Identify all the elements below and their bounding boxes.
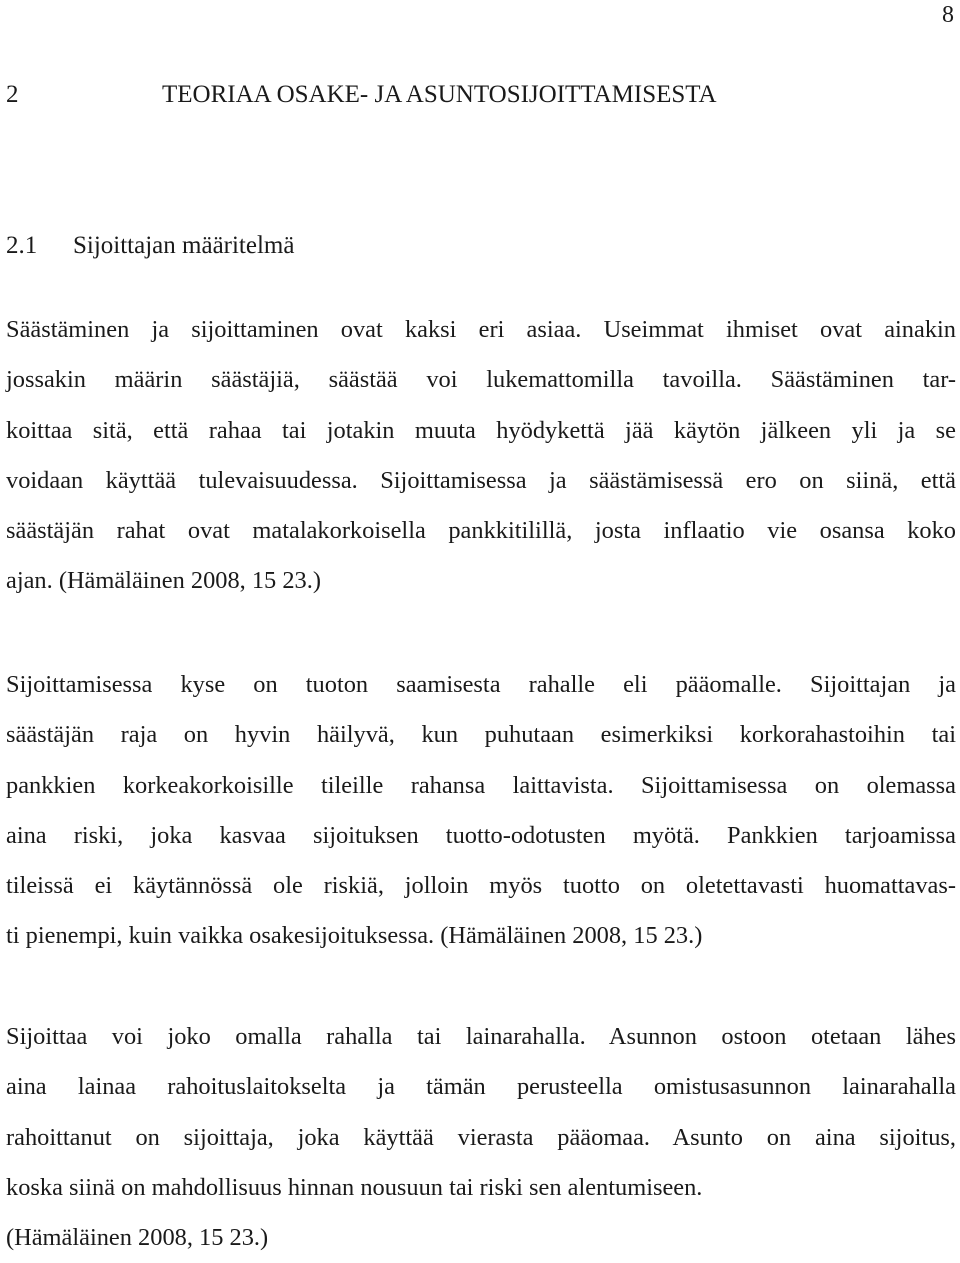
paragraph-line: aina riski, joka kasvaa sijoituksen tuotto-odotusten myötä. Pankkien tarjoamissa [6,821,956,849]
chapter-title: TEORIAA OSAKE- JA ASUNTOSIJOITTAMISESTA [162,81,717,108]
paragraph-line: pankkien korkeakorkoisille tileille rahansa laittavista. Sijoittamisessa on olemassa [6,771,956,799]
paragraph-line: Sijoittamisessa kyse on tuoton saamisesta rahalle eli pääomalle. Sijoittajan ja [6,671,956,698]
section-title: Sijoittajan määritelmä [73,232,295,259]
paragraph-line: aina lainaa rahoituslaitokselta ja tämän perusteella omistusasunnon lainarahalla [6,1073,956,1101]
paragraph-line: rahoittanut on sijoittaja, joka käyttää vierasta pääomaa. Asunto on aina sijoitus, [6,1123,956,1151]
paragraph-line: Säästäminen ja sijoittaminen ovat kaksi eri asiaa. Useimmat ihmiset ovat ainakin [6,316,956,343]
chapter-number: 2 [6,81,19,108]
paragraph-line: (Hämäläinen 2008, 15 23.) [6,1224,269,1252]
paragraph-2 [6,660,956,962]
paragraph-line: koittaa sitä, että rahaa tai jotakin muuta hyödykettä jää käytön jälkeen yli ja se [6,416,956,444]
paragraph-line: ajan. (Hämäläinen 2008, 15 23.) [6,567,321,595]
paragraph-line: tileissä ei käytännössä ole riskiä, jolloin myös tuotto on oletettavasti huomattavas- [6,872,956,900]
page-number: 8 [942,2,954,28]
paragraph-line: jossakin määrin säästäjiä, säästää voi lukemattomilla tavoilla. Säästäminen tar- [6,366,956,394]
paragraph-line: ti pienempi, kuin vaikka osakesijoituksessa. (Hämäläinen 2008, 15 23.) [6,922,703,950]
paragraph-line: säästäjän raja on hyvin häilyvä, kun puhutaan esimerkiksi korkorahastoihin tai [6,721,956,749]
section-number: 2.1 [6,232,38,259]
paragraph-line: Sijoittaa voi joko omalla rahalla tai lainarahalla. Asunnon ostoon otetaan lähes [6,1023,956,1050]
paragraph-line: voidaan käyttää tulevaisuudessa. Sijoittamisessa ja säästämisessä ero on siinä, että [6,466,956,494]
chapter-heading [6,80,717,110]
paragraph-1 [6,305,956,607]
paragraph-line: säästäjän rahat ovat matalakorkoisella pankkitilillä, josta inflaatio vie osansa koko [6,517,956,545]
section-heading [6,231,294,261]
paragraph-3 [6,1012,956,1263]
paragraph-line: koska siinä on mahdollisuus hinnan nousuun tai riski sen alentumiseen. [6,1173,703,1201]
